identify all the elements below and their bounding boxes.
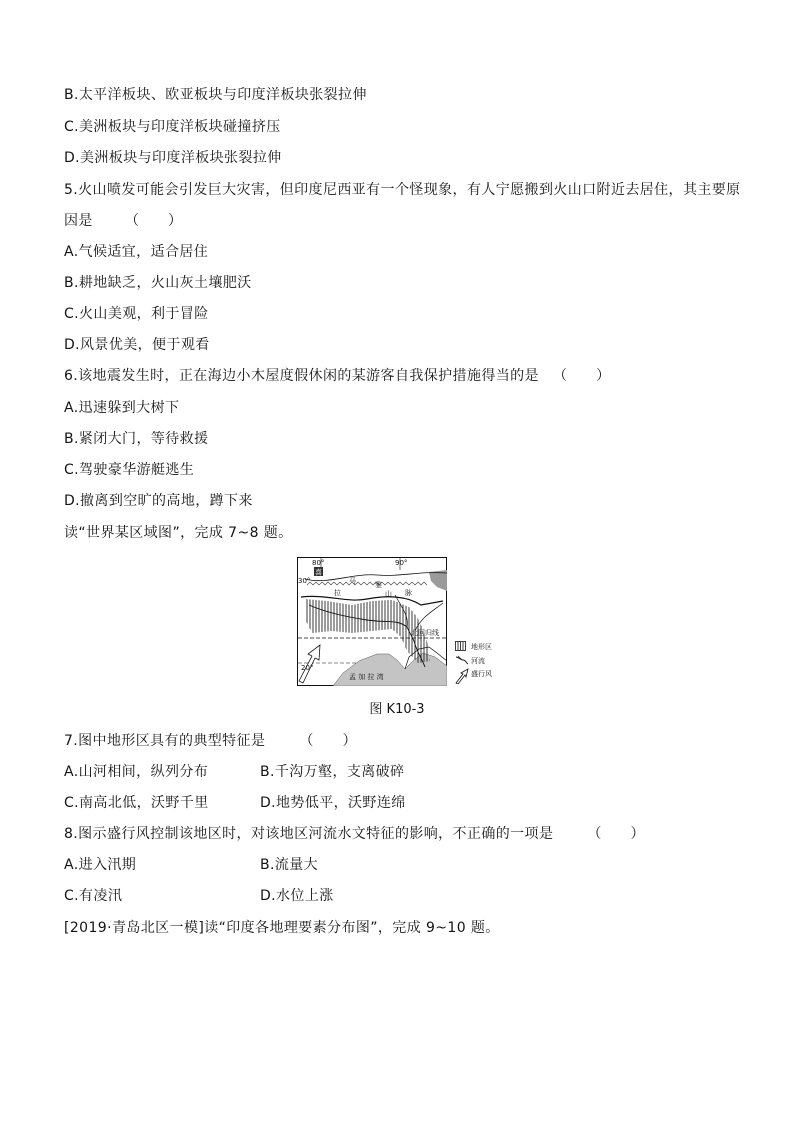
q8-stem-line: [64, 824, 645, 844]
q7-stem-line: [64, 731, 357, 751]
q5-option-d: D.风景优美，便于观看: [64, 337, 210, 353]
q5-stem-line-1: 5.火山喷发可能会引发巨大灾害，但印度尼西亚有一个怪现象，有人宁愿搬到火山口附近去居住，其主要原: [64, 182, 741, 198]
q8-option-b: B.流量大: [260, 857, 319, 873]
q6-option-b: B.紧闭大门，等待救援: [64, 431, 209, 447]
mountain-char-6: 脉: [405, 589, 412, 597]
q6-option-c: C.驾驶豪华游艇逃生: [64, 462, 195, 478]
q8-option-c: C.有凌汛: [64, 888, 123, 904]
label-bay-of-bengal: 孟 加 拉 湾: [349, 673, 384, 681]
mountain-char-3: 拉: [334, 589, 341, 597]
q8-option-d: D.水位上涨: [260, 888, 334, 904]
q5-stem-line-2: [64, 211, 182, 231]
mountain-char-5: 山: [385, 590, 392, 598]
legend-wind-label: 盛行风: [471, 670, 492, 678]
legend-river-label: 河流: [471, 657, 485, 665]
q7-option-d: D.地势低平，沃野连绵: [260, 795, 406, 811]
q6-stem-line: [64, 366, 611, 386]
q5-answer-blank: （ ）: [124, 213, 183, 229]
q7-option-c: C.南高北低，沃野千里: [64, 795, 209, 811]
q8-option-a: A.进入汛期: [64, 857, 137, 873]
q5-option-c: C.火山美观，利于冒险: [64, 306, 209, 322]
q5-stem-tail: 因是: [64, 213, 93, 229]
q7-option-b: B.千沟万壑，支离破碎: [260, 764, 405, 780]
q8-stem: 8.图示盛行风控制该地区时，对该地区河流水文特征的影响，不正确的一项是: [64, 826, 554, 842]
landform-hatch-icon: [455, 641, 466, 651]
intro-questions-7-8: 读“世界某区域图”，完成 7~8 题。: [64, 525, 293, 541]
q5-option-a: A.气候适宜，适合居住: [64, 244, 209, 260]
q6-option-d: D.撤离到空旷的高地，蹲下来: [64, 493, 253, 509]
label-lat-30: 30°: [298, 577, 311, 585]
region-map-figure: [297, 557, 447, 686]
q6-stem: 6.该地震发生时，正在海边小木屋度假休闲的某游客自我保护措施得当的是: [64, 368, 539, 384]
q4-option-b: B.太平洋板块、欧亚板块与印度洋板块张裂拉伸: [64, 87, 367, 103]
figure-caption: 图 K10-3: [369, 702, 425, 717]
q6-option-a: A.迅速躲到大树下: [64, 400, 180, 416]
q4-option-d: D.美洲板块与印度洋板块张裂拉伸: [64, 150, 282, 166]
q5-option-b: B.耕地缺乏，火山灰土壤肥沃: [64, 275, 252, 291]
q7-answer-blank: （ ）: [299, 733, 357, 749]
q6-answer-blank: （ ）: [552, 368, 611, 384]
q8-answer-blank: （ ）: [587, 826, 645, 842]
label-lon-80: 80°: [312, 559, 325, 567]
label-lon-90: 90°: [395, 559, 408, 567]
river-icon: [455, 655, 469, 665]
mountain-char-1: 喜: [315, 568, 322, 577]
q7-stem: 7.图中地形区具有的典型特征是: [64, 733, 266, 749]
wind-arrow-icon: [455, 668, 469, 684]
label-lat-20: 20°: [301, 664, 314, 672]
mountain-char-4: 雅: [375, 581, 382, 589]
intro-questions-9-10: [2019·青岛北区一模]读“印度各地理要素分布图”，完成 9~10 题。: [64, 920, 500, 936]
mountain-char-2: 马: [349, 577, 356, 585]
q7-option-a: A.山河相间，纵列分布: [64, 764, 209, 780]
q4-option-c: C.美洲板块与印度洋板块碰撞挤压: [64, 119, 281, 135]
legend-landform-label: 地形区: [471, 643, 492, 651]
label-tropic-of-cancer: 北回归线: [411, 629, 439, 637]
